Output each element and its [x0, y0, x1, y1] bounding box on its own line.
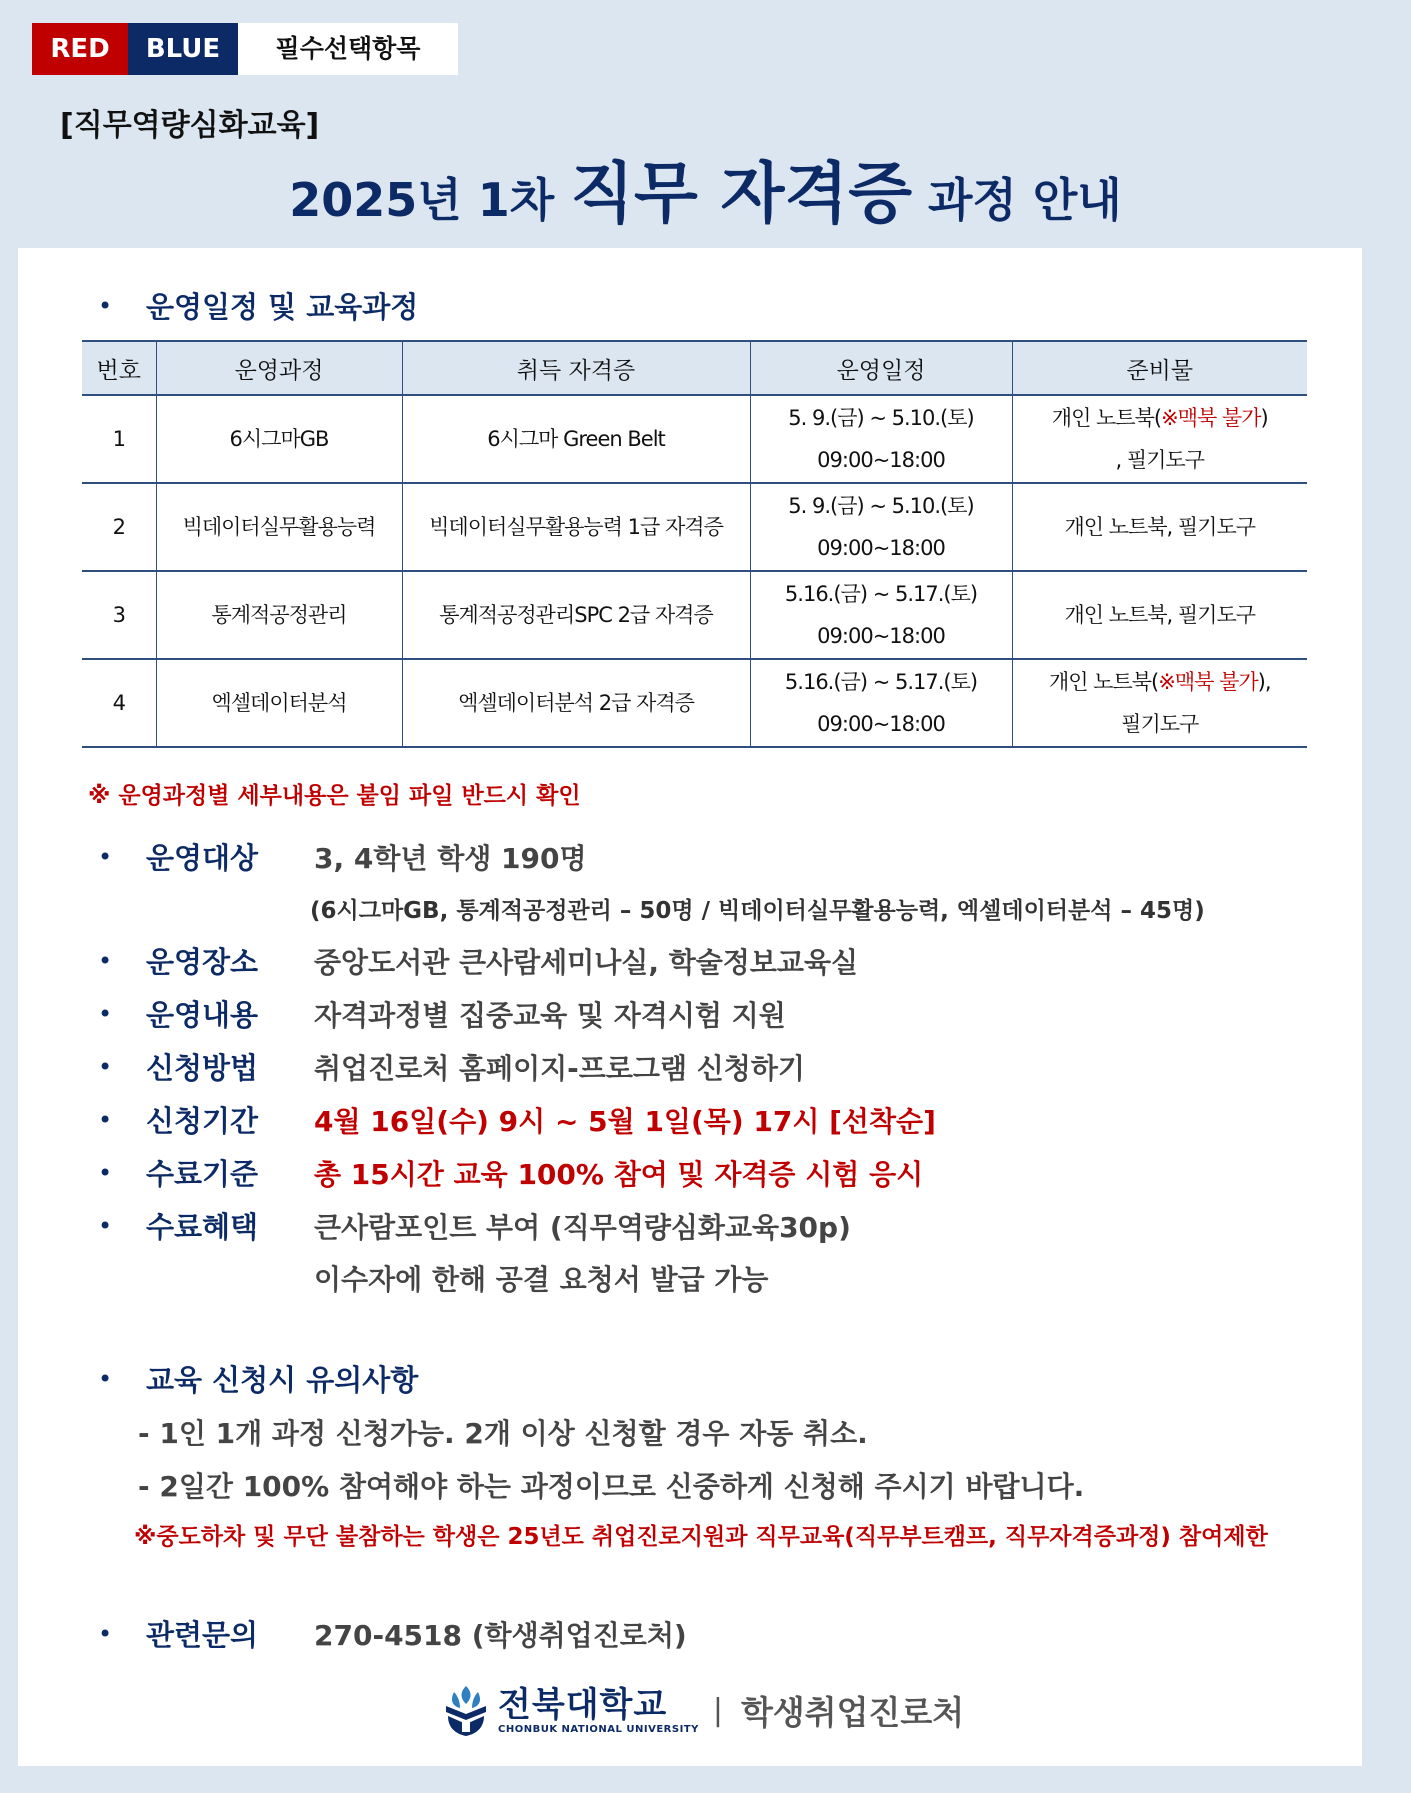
criteria-value: 총 15시간 교육 100% 참여 및 자격증 시험 응시 — [314, 1158, 924, 1191]
date-range: 5.16.(금) ~ 5.17.(토) — [784, 670, 978, 694]
footer — [440, 1682, 964, 1738]
cell-no: 1 — [82, 395, 156, 483]
cell-cert: 빅데이터실무활용능력 1급 자격증 — [402, 483, 750, 571]
bullet-icon: • — [98, 1620, 113, 1648]
cell-cert: 엑셀데이터분석 2급 자격증 — [402, 659, 750, 747]
prep-text: 개인 노트북( — [1048, 670, 1159, 694]
col-header-course: 운영과정 — [156, 341, 402, 395]
cell-prep — [1012, 395, 1307, 483]
category-label: [직무역량심화교육] — [60, 108, 320, 143]
date-range: 5. 9.(금) ~ 5.10.(토) — [788, 406, 974, 430]
footer-department: 학생취업진로처 — [740, 1692, 965, 1732]
date-range: 5.16.(금) ~ 5.17.(토) — [784, 582, 978, 606]
title-part-main: 직무 자격증 — [570, 155, 912, 232]
university-logo-text — [498, 1686, 699, 1735]
bullet-icon: • — [98, 947, 113, 975]
schedule-table — [82, 340, 1307, 748]
cell-cert: 통계적공정관리SPC 2급 자격증 — [402, 571, 750, 659]
content-value: 자격과정별 집중교육 및 자격시험 지원 — [314, 999, 786, 1032]
date-range: 5. 9.(금) ~ 5.10.(토) — [788, 494, 974, 518]
cell-date — [750, 395, 1012, 483]
time-range: 09:00~18:00 — [817, 448, 945, 472]
cell-course: 엑셀데이터분석 — [156, 659, 402, 747]
prep-line-2: 필기도구 — [1121, 712, 1199, 736]
bullet-icon: • — [98, 1106, 113, 1134]
cell-prep: 개인 노트북, 필기도구 — [1012, 483, 1307, 571]
method-label: 신청방법 — [146, 1051, 259, 1085]
contact-value: 270-4518 (학생취업진로처) — [314, 1619, 687, 1652]
time-range: 09:00~18:00 — [817, 536, 945, 560]
detail-notice: ※ 운영과정별 세부내용은 붙임 파일 반드시 확인 — [88, 783, 581, 809]
bullet-icon: • — [98, 292, 113, 320]
caution-line-2: - 2일간 100% 참여해야 하는 과정이므로 신중하게 신청해 주시기 바랍니다. — [138, 1470, 1085, 1503]
prep-line — [1013, 661, 1308, 703]
caution-heading: 교육 신청시 유의사항 — [146, 1363, 419, 1397]
col-header-date: 운영일정 — [750, 341, 1012, 395]
cell-cert: 6시그마 Green Belt — [402, 395, 750, 483]
benefit-value: 큰사람포인트 부여 (직무역량심화교육30p) — [314, 1211, 851, 1244]
schedule-heading: 운영일정 및 교육과정 — [146, 290, 419, 324]
table-row — [82, 659, 1307, 747]
criteria-label: 수료기준 — [146, 1157, 259, 1191]
title-part-suffix: 과정 안내 — [911, 173, 1122, 227]
content-label: 운영내용 — [146, 998, 259, 1032]
tag-bar — [32, 23, 458, 75]
place-value: 중앙도서관 큰사람세미나실, 학술정보교육실 — [314, 946, 859, 979]
cell-date — [750, 483, 1012, 571]
cell-course: 6시그마GB — [156, 395, 402, 483]
place-label: 운영장소 — [146, 945, 259, 979]
caution-warning: ※중도하차 및 무단 불참하는 학생은 25년도 취업진로지원과 직무교육(직무부트캠프, 직무자격증과정) 참여제한 — [134, 1524, 1268, 1550]
bullet-icon: • — [98, 1365, 113, 1393]
table-row — [82, 395, 1307, 483]
page-title — [0, 140, 1411, 235]
title-part-year: 2025년 1차 — [289, 173, 571, 227]
prep-warning: ※맥북 불가 — [1161, 406, 1261, 430]
method-value: 취업진로처 홈페이지-프로그램 신청하기 — [314, 1052, 805, 1085]
bullet-icon: • — [98, 1053, 113, 1081]
cell-course: 통계적공정관리 — [156, 571, 402, 659]
cell-prep — [1012, 659, 1307, 747]
bullet-icon: • — [98, 1159, 113, 1187]
time-range: 09:00~18:00 — [817, 712, 945, 736]
time-range: 09:00~18:00 — [817, 624, 945, 648]
caution-line-1: - 1인 1개 과정 신청가능. 2개 이상 신청할 경우 자동 취소. — [138, 1417, 868, 1450]
table-row — [82, 483, 1307, 571]
university-emblem-icon — [440, 1682, 492, 1738]
cell-no: 2 — [82, 483, 156, 571]
prep-line-2: , 필기도구 — [1115, 448, 1204, 472]
logo-english: CHONBUK NATIONAL UNIVERSITY — [498, 1723, 699, 1735]
benefit-label: 수료혜택 — [146, 1210, 259, 1244]
table-row — [82, 571, 1307, 659]
tag-red: RED — [32, 23, 128, 75]
target-label: 운영대상 — [146, 841, 259, 875]
target-breakdown: (6시그마GB, 통계적공정관리 – 50명 / 빅데이터실무활용능력, 엑셀데이터분석 – 45명) — [310, 898, 1205, 924]
bullet-icon: • — [98, 1000, 113, 1028]
cell-no: 4 — [82, 659, 156, 747]
cell-course: 빅데이터실무활용능력 — [156, 483, 402, 571]
table-header-row — [82, 341, 1307, 395]
prep-text-end: ), — [1257, 670, 1271, 694]
period-value: 4월 16일(수) 9시 ~ 5월 1일(목) 17시 [선착순] — [314, 1105, 936, 1138]
target-value: 3, 4학년 학생 190명 — [314, 842, 587, 875]
period-label: 신청기간 — [146, 1104, 259, 1138]
col-header-no: 번호 — [82, 341, 156, 395]
cell-prep: 개인 노트북, 필기도구 — [1012, 571, 1307, 659]
cell-date — [750, 571, 1012, 659]
bullet-icon: • — [98, 843, 113, 871]
footer-separator: | — [712, 1692, 723, 1728]
cell-no: 3 — [82, 571, 156, 659]
tag-required: 필수선택항목 — [238, 23, 458, 75]
tag-blue: BLUE — [128, 23, 238, 75]
col-header-cert: 취득 자격증 — [402, 341, 750, 395]
contact-label: 관련문의 — [146, 1618, 259, 1652]
logo-korean: 전북대학교 — [498, 1684, 668, 1725]
benefit-value-2: 이수자에 한해 공결 요청서 발급 가능 — [314, 1263, 769, 1296]
cell-date — [750, 659, 1012, 747]
prep-text-end: ) — [1260, 406, 1268, 430]
prep-warning: ※맥북 불가 — [1158, 670, 1258, 694]
prep-text: 개인 노트북( — [1051, 406, 1162, 430]
bullet-icon: • — [98, 1212, 113, 1240]
prep-line — [1013, 397, 1308, 439]
col-header-prep: 준비물 — [1012, 341, 1307, 395]
